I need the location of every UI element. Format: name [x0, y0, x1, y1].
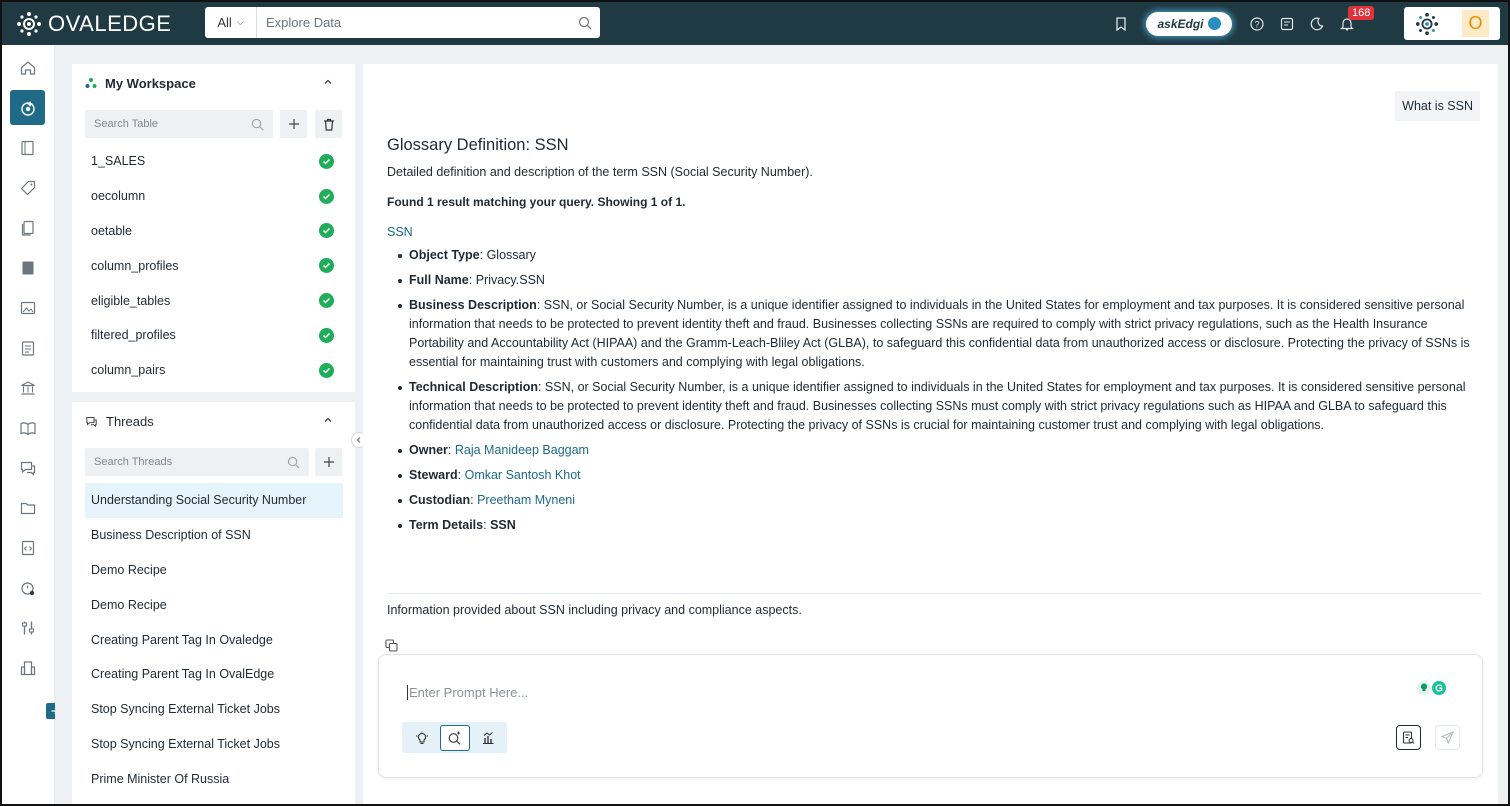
list-item[interactable]: Creating Parent Tag In Ovaledge — [91, 632, 273, 647]
field-label: Term Details — [409, 518, 484, 532]
prompt-tools — [402, 722, 507, 753]
list-item[interactable] — [85, 248, 343, 283]
check-circle-icon — [319, 258, 334, 273]
field-label: Object Type — [409, 248, 480, 262]
nav-open-book[interactable] — [10, 410, 45, 445]
send-icon — [1441, 731, 1454, 744]
code-icon — [19, 539, 37, 557]
list-item[interactable]: Creating Parent Tag In OvalEdge — [91, 667, 275, 682]
nav-tags[interactable] — [10, 170, 45, 205]
nav-catalog[interactable] — [10, 130, 45, 165]
field-label: Custodian — [409, 493, 471, 507]
assistant-answer — [387, 136, 1482, 541]
nav-folder[interactable] — [10, 490, 45, 525]
open-book-icon — [19, 419, 37, 437]
table-name: oetable — [91, 223, 133, 238]
table-name: oecolumn — [91, 189, 146, 204]
list-item[interactable] — [85, 283, 343, 318]
threads-search-input[interactable] — [85, 456, 287, 468]
table-name: column_pairs — [91, 363, 166, 378]
list-item[interactable]: Business Description of SSN — [91, 528, 251, 543]
workspace-header[interactable] — [72, 64, 355, 102]
svg-text:G: G — [1435, 683, 1443, 695]
list-item[interactable]: Demo Recipe — [91, 597, 167, 612]
chevron-up-icon[interactable] — [323, 415, 333, 425]
field-label: Owner — [409, 443, 448, 457]
nav-chat[interactable] — [10, 450, 45, 485]
bookmark-icon[interactable] — [1106, 9, 1136, 39]
list-item: Business Description: SSN, or Social Security Number, is a unique identifier assigned to individuals in the United States for employment and tax purposes. It is considered sensitive personal information that needs to be protected to prevent identity theft and fraud. Businesses collecting SSNs are required to comply with strict privacy regulations, such as the Health Insurance Portability and Accountability Act (HIPAA) and the Gramm-Leach-Bliley Act (GLBA), to safeguard this confidential data from unauthorized access or disclosure. Protecting the privacy of SSNs is essential for maintaining trust with customers and complying with legal obligations. — [397, 296, 1482, 372]
add-table-button[interactable] — [280, 110, 307, 138]
field-value: Privacy.SSN — [475, 273, 545, 287]
list-item[interactable] — [85, 214, 343, 249]
search-scope-label: All — [217, 15, 232, 30]
ask-edgi-icon — [1208, 17, 1221, 30]
top-bar — [2, 2, 1508, 45]
nav-organization[interactable] — [10, 650, 45, 685]
chart-tool-button[interactable] — [473, 725, 503, 751]
table-name: 1_SALES — [91, 154, 146, 169]
field-label: Technical Description — [409, 380, 538, 394]
check-circle-icon — [319, 363, 334, 378]
notification-badge: 168 — [1348, 6, 1374, 20]
workspace-table-list — [85, 144, 343, 388]
list-item: Object Type: Glossary — [397, 246, 1482, 265]
answer-footer-note: Information provided about SSN including privacy and compliance aspects. — [387, 603, 802, 617]
search-input[interactable] — [257, 15, 570, 30]
nav-schedule[interactable] — [10, 570, 45, 605]
delete-table-button[interactable] — [315, 110, 342, 138]
avatar: O — [1462, 10, 1489, 37]
field-value: SSN, or Social Security Number, is a unique identifier assigned to individuals in the United States for employment and tax purposes. It is considered sensitive personal information that needs to be protected to prevent identity theft and fraud. Businesses collecting SSNs are required to comply with strict privacy regulations, such as the Health Insurance Portability and Accountability Act (HIPAA) and the Gramm-Leach-Bliley Act (GLBA), to safeguard this confidential data from unauthorized access or disclosure. Protecting the privacy of SSNs is essential for maintaining trust with customers and complying with legal obligations. — [409, 298, 1470, 369]
list-item[interactable]: Understanding Social Security Number — [85, 483, 343, 518]
logo[interactable] — [16, 11, 206, 37]
owner-link[interactable]: Raja Manideep Baggam — [454, 443, 589, 457]
grammarly-icon[interactable] — [1416, 680, 1450, 696]
chat-icon — [19, 459, 37, 477]
answer-title: Glossary Definition: SSN — [387, 136, 569, 154]
sparkle-search-icon — [447, 730, 462, 745]
check-circle-icon — [319, 223, 334, 238]
reports-icon[interactable] — [1272, 9, 1302, 39]
field-label: Business Description — [409, 298, 537, 312]
check-circle-icon — [319, 154, 334, 169]
trash-icon — [323, 118, 335, 131]
catalog-icon — [19, 139, 37, 157]
org-logo-icon — [1404, 12, 1450, 36]
list-item: Term Details: SSN — [397, 516, 1482, 535]
list-item[interactable] — [85, 144, 343, 179]
table-name: eligible_tables — [91, 293, 171, 308]
list-item[interactable] — [85, 353, 343, 388]
field-label: Steward — [409, 468, 458, 482]
new-thread-button[interactable] — [315, 448, 342, 476]
chart-icon — [481, 731, 495, 745]
list-item[interactable]: Prime Minister Of Russia — [91, 771, 230, 786]
prompt-input[interactable] — [407, 685, 1307, 700]
list-item: Full Name: Privacy.SSN — [397, 271, 1482, 290]
result-summary: Found 1 result matching your query. Showing 1 of 1. — [387, 195, 686, 209]
book-icon — [19, 259, 37, 277]
term-details-list — [387, 246, 1482, 535]
send-button[interactable] — [1435, 725, 1460, 750]
user-menu[interactable] — [1404, 7, 1500, 40]
nav-book[interactable] — [10, 250, 45, 285]
left-navigation — [2, 45, 55, 804]
table-name: column_profiles — [91, 258, 179, 273]
field-label: Full Name — [409, 273, 469, 287]
list-item[interactable] — [85, 318, 343, 353]
notifications-button[interactable] — [1332, 6, 1371, 39]
ovaledge-logo-icon — [16, 11, 42, 37]
list-item: Owner: Raja Manideep Baggam — [397, 441, 1482, 460]
workspace-icon — [85, 77, 97, 89]
home-icon — [19, 59, 37, 77]
checklist-icon — [19, 339, 37, 357]
tools-icon — [19, 619, 37, 637]
logo-text: OVALEDGE — [48, 10, 172, 36]
threads-panel — [72, 402, 355, 804]
field-value: Glossary — [486, 248, 536, 262]
table-search — [85, 110, 273, 138]
image-icon — [19, 299, 37, 317]
threads-list — [85, 483, 343, 796]
table-name: filtered_profiles — [91, 328, 176, 343]
schedule-icon — [19, 579, 37, 597]
check-circle-icon — [319, 293, 334, 308]
search-icon[interactable] — [251, 118, 264, 131]
nav-image[interactable] — [10, 290, 45, 325]
table-search-input[interactable] — [85, 118, 251, 130]
nav-code[interactable] — [10, 530, 45, 565]
answer-description: Detailed definition and description of the term SSN (Social Security Number). — [387, 165, 813, 179]
nav-checklist[interactable] — [10, 330, 45, 365]
custodian-link[interactable]: Preetham Myneni — [477, 493, 576, 507]
nav-governance[interactable] — [10, 370, 45, 405]
svg-text:?: ? — [1254, 19, 1260, 29]
governance-icon — [19, 379, 37, 397]
global-search — [205, 7, 600, 38]
threads-search — [85, 448, 309, 476]
field-value: SSN, or Social Security Number, is a unique identifier assigned to individuals in the United States for employment and tax purposes. It is considered sensitive personal information that needs to be protected to prevent identity theft and fraud. Businesses collecting SSNs must comply with strict privacy regulations such as HIPAA and GLBA to safeguard this confidential data from unauthorized access or disclosure. Protecting the privacy of SSNs is crucial for maintaining customer trust and complying with legal obligations. — [409, 380, 1466, 432]
chevron-up-icon[interactable] — [323, 77, 333, 87]
list-item: Custodian: Preetham Myneni — [397, 491, 1482, 510]
top-right-actions — [1106, 2, 1508, 45]
ask-edgi-label: askEdgi — [1157, 16, 1204, 31]
chevron-left-icon — [355, 436, 363, 444]
search-icon[interactable] — [570, 16, 600, 30]
nav-tools[interactable] — [10, 610, 45, 645]
check-circle-icon — [319, 189, 334, 204]
list-item[interactable]: Stop Syncing External Ticket Jobs — [91, 736, 280, 751]
divider — [387, 593, 1482, 594]
ask-edgi-icon — [19, 99, 37, 117]
threads-title: Threads — [106, 413, 154, 429]
nav-home[interactable] — [10, 50, 45, 85]
dark-mode-icon[interactable] — [1302, 9, 1332, 39]
search-scope-dropdown[interactable] — [205, 7, 257, 38]
idea-tool-button[interactable] — [407, 725, 437, 751]
result-link[interactable]: SSN — [387, 225, 413, 239]
steward-link[interactable]: Omkar Santosh Khot — [464, 468, 581, 482]
document-search-icon — [1402, 731, 1415, 745]
search-tool-button[interactable] — [440, 725, 470, 751]
user-message: What is SSN — [1395, 91, 1480, 121]
plus-icon — [288, 118, 300, 130]
workspace-title: My Workspace — [105, 75, 196, 91]
list-item[interactable] — [85, 179, 343, 214]
help-icon[interactable] — [1242, 9, 1272, 39]
prompt-composer — [378, 654, 1483, 778]
list-item: Steward: Omkar Santosh Khot — [397, 466, 1482, 485]
list-item: Technical Description: SSN, or Social Security Number, is a unique identifier assigned to individuals in the United States for employment and tax purposes. It is considered sensitive personal information that needs to be protected to prevent identity theft and fraud. Businesses collecting SSNs must comply with strict privacy regulations such as HIPAA and GLBA to safeguard this confidential data from unauthorized access or disclosure. Protecting the privacy of SSNs is crucial for maintaining customer trust and complying with legal obligations. — [397, 378, 1482, 435]
folder-icon — [19, 499, 37, 517]
chevron-down-icon: ⌵ — [236, 17, 244, 27]
list-item[interactable]: Stop Syncing External Ticket Jobs — [91, 702, 280, 717]
ask-edgi-button[interactable] — [1146, 12, 1232, 36]
lightbulb-icon — [415, 731, 429, 745]
chat-panel — [363, 64, 1498, 804]
documents-icon — [19, 219, 37, 237]
attach-document-button[interactable] — [1396, 725, 1421, 750]
nav-documents[interactable] — [10, 210, 45, 245]
search-icon[interactable] — [287, 456, 300, 469]
threads-header[interactable] — [72, 402, 355, 440]
organization-icon — [19, 659, 37, 677]
tags-icon — [19, 179, 37, 197]
plus-icon — [323, 456, 335, 468]
list-item[interactable]: Demo Recipe — [91, 562, 167, 577]
workspace-panel — [72, 64, 355, 392]
nav-ask-edgi[interactable] — [10, 90, 45, 125]
field-value: SSN — [490, 518, 516, 532]
chat-icon — [85, 415, 98, 428]
check-circle-icon — [319, 328, 334, 343]
